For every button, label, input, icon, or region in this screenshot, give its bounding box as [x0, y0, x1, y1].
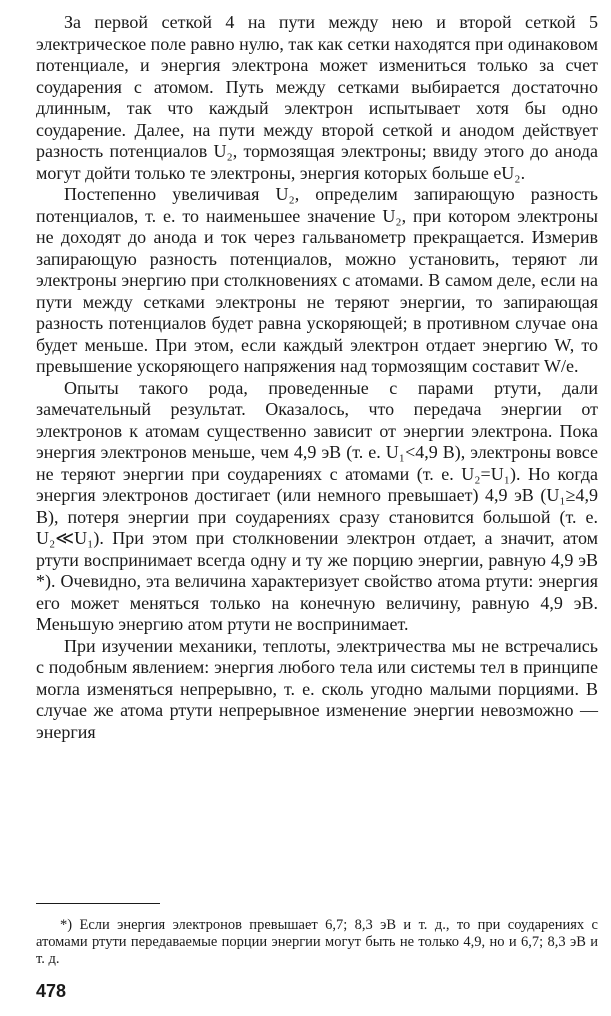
page-body: [36, 12, 598, 743]
page-number: 478: [36, 981, 67, 1001]
paragraph-4: При изучении механики, теплоты, электричества мы не встречались с подобным явлением: энергия любого тела или системы тел в принципе могла изменяться непрерывно, т. е. сколь угодно малыми порциями. В случае же атома ртути непрерывное изменение энергии невозможно — энергия: [36, 635, 598, 742]
paragraph-2: Постепенно увеличивая U₂, определим запирающую разность потенциалов, т. е. то наименьшее значение U₂, при котором электроны не доходят до анода и ток через гальванометр прекращается. Измерив запирающую разность потенциалов, можно установить, теряют ли электроны энергию при столкновениях с атомами. В самом деле, если на пути между сетками электроны не теряют энергии, то запирающая разность потенциалов будет равна ускоряющей; в противном случае она будет меньше. При этом, если каждый электрон отдает энергию W, то превышение ускоряющего напряжения над тормозящим составит W/e.: [36, 184, 598, 376]
footnote-divider: [36, 903, 160, 904]
footnote: *) Если энергия электронов превышает 6,7; 8,3 эВ и т. д., то при соударениях с атомами ртути передаваемые порции энергии могут быть не только 4,9, но и 6,7; 8,3 эВ и т. д.: [36, 917, 598, 967]
paragraph-3: Опыты такого рода, проведенные с парами ртути, дали замечательный результат. Оказалось, что передача энергии от электронов к атомам существенно зависит от энергии электрона. Пока энергия электронов меньше, чем 4,9 эВ (т. е. U₁<4,9 В), электроны вовсе не теряют энергии при соударениях с атомами (т. е. U₂=U₁). Но когда энергия электронов достигает (или немного превышает) 4,9 эВ (U₁≥4,9 В), потеря энергии при соударениях сразу становится большой (т. е. U₂≪U₁). При этом при столкновении электрон отдает, а значит, атом ртути воспринимает всегда одну и ту же порцию энергии, равную 4,9 эВ *). Очевидно, эта величина характеризует свойство атома ртути: энергия его может меняться только на конечную величину, равную 4,9 эВ. Меньшую энергию атом ртути не воспринимает.: [36, 377, 598, 634]
paragraph-1: За первой сеткой 4 на пути между нею и второй сеткой 5 электрическое поле равно нулю, так как сетки находятся при одинаковом потенциале, и энергия электрона может измениться только за счет соударения с атомом. Путь между сетками выбирается достаточно длинным, так что каждый электрон испытывает хотя бы одно соударение. Далее, на пути между второй сеткой и анодом действует разность потенциалов U₂, тормозящая электроны; ввиду этого до анода могут дойти только те электроны, энергия которых больше eU₂.: [36, 12, 598, 183]
